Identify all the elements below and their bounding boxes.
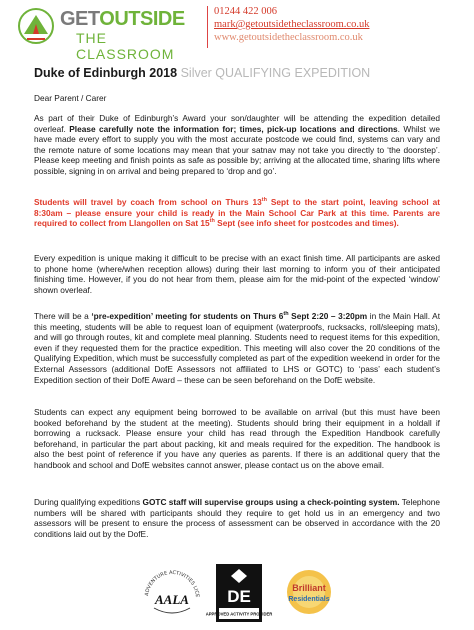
website-link[interactable]: www.getoutsidetheclassroom.co.uk	[214, 32, 363, 43]
email-link[interactable]: mark@getoutsidetheclassroom.co.uk	[214, 19, 370, 30]
brilliant-top-text: Brilliant	[292, 583, 326, 593]
get-outside-logo	[16, 6, 206, 62]
brilliant-bottom-text: Residentials	[288, 596, 330, 603]
aala-ring-text: ADVENTURE ACTIVITIES LICE	[144, 569, 201, 598]
logo-wordmark-top	[60, 8, 185, 31]
paragraph-supervision	[34, 497, 440, 539]
page-title	[34, 66, 370, 80]
p1-text-c: . Whilst we have made every effort to supply you with the most accurate postcode we could find, systems can vary and the remote nature of some locations may mean that your satnav may not take you directly to ‘the doorstep’. Please keep meeting and finish points as safe as possible by; arriving at the allocated time, sharing lifts where possible, signing in on arrival and being prepared to ‘drop and go’.	[34, 123, 441, 176]
p4-text-d: in the Main Hall. At this meeting, students will be able to request loan of equipment (waterproofs, rucksacks, roll/sleeping mats), and will go through routes, kit and complete meal planning. Students need to request items for this expedition, even if they requested them for the practice expedition. This meeting will also cover the 20 conditions of the Qualifying Expedition, which must be successfully completed as part of the expedition weekend in order for the External Assessors (additional DofE Assessors not affiliated to LHS or GOTC) to ‘pass’ each student’s Expedition section of their DofE Award – these can be seen beforehand on the DofE website.	[34, 311, 440, 385]
p4-bold-a: ‘pre-expedition’ meeting for students on Thurs 6	[91, 311, 284, 321]
p2-sup-a: th	[261, 197, 267, 204]
aala-text: AALA	[155, 592, 189, 607]
p2-sup-b: th	[209, 218, 215, 225]
aala-logo	[140, 564, 204, 620]
p2-text-b: Sept to the start point, leaving school at 8:30am – please ensure your child is ready in the Main School Car Park at this time. Parents are required to collect from Llangollen on Sat 15	[34, 197, 440, 229]
logo-outside-text: OUTSIDE	[99, 8, 185, 30]
p1-text-a: As part of their Duke of Edinburgh’s Award your son/daughter will be attending the expedition detailed overleaf.	[34, 113, 440, 134]
paragraph-finish-time: Every expedition is unique making it difficult to be precise with an exact finish time. All participants are asked to phone home (where/when reception allows) during their last morning to inform you of their anticipated finishing time. However, if you do not hear from them, please aim for the mid-point of the expected ‘window’ shown overleaf.	[34, 253, 440, 295]
paragraph-travel	[34, 197, 440, 229]
dofe-logo	[205, 564, 273, 622]
p4-text-a: There will be a	[34, 311, 92, 321]
p4-sup: th	[283, 311, 289, 318]
p6-text-c: Telephone numbers will be shared with participants should they require to get hold us in an emergency and two assessors will be present to ensure the process of assessment can be observed in accordance with the 20 conditions laid out by the DofE.	[34, 497, 441, 539]
salutation: Dear Parent / Carer	[34, 93, 107, 103]
paragraph-intro	[34, 113, 440, 177]
p4-bold-b: Sept 2:20 – 3:20pm	[288, 311, 368, 321]
paragraph-equipment: Students can expect any equipment being borrowed to be available on arrival (but this must have been booked beforehand by the student at the meeting). Students should bring their equipment in a holdall if borrowing a rucksack. Please ensure your child has read through the Expedition Handbook carefully beforehand, in particular the part about packing, kit and meals required for the expedition. The handbook is also the best point of reference if you have any queries as parents. If there is an additional query that the handbook and school and DofE websites cannot answer, please contact us on the above email.	[34, 407, 440, 470]
title-sub: Silver QUALIFYING EXPEDITION	[180, 66, 371, 80]
p1-text-bold: Please carefully note the information for; times, pick-up locations and directions	[69, 123, 398, 134]
contact-block	[214, 5, 369, 44]
dofe-caption: APPROVED ACTIVITY PROVIDER	[205, 611, 273, 617]
tent-fire-logo-icon	[16, 6, 56, 46]
p2-text-a: Students will travel by coach from school on Thurs 13	[34, 197, 262, 207]
phone-number: 01244 422 006	[214, 6, 277, 17]
title-main: Duke of Edinburgh 2018	[34, 66, 178, 80]
p2-text-c: Sept (see info sheet for postcodes and times).	[214, 218, 399, 229]
p6-text-a: During qualifying expeditions	[34, 497, 143, 507]
header-divider	[207, 6, 208, 48]
dofe-text: DE	[227, 587, 251, 606]
logo-wordmark-bottom: THE CLASSROOM	[76, 30, 175, 62]
p6-text-bold: GOTC staff will supervise groups using a check-pointing system.	[142, 497, 400, 507]
logo-get-text: GET	[60, 8, 100, 30]
paragraph-pre-expedition	[34, 311, 440, 385]
p4-text-bold	[91, 311, 367, 321]
brilliant-residentials-logo	[282, 568, 336, 618]
